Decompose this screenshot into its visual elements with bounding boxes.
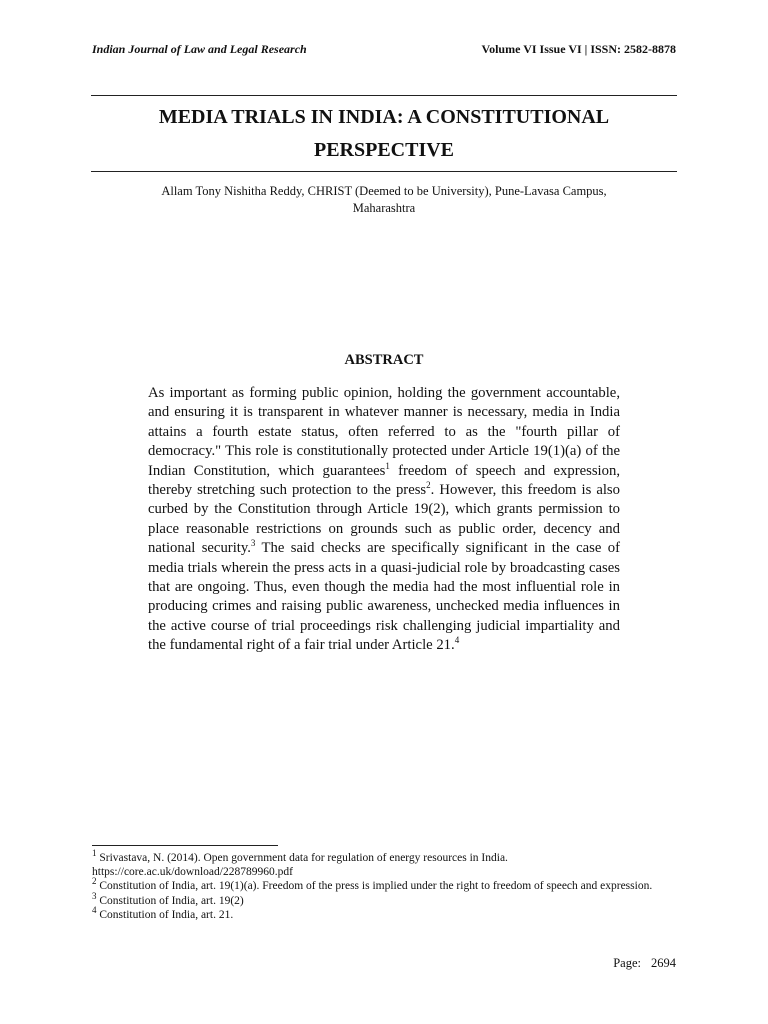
volume-issn: Volume VI Issue VI | ISSN: 2582-8878 [481,42,676,56]
footnote-ref-1[interactable]: 1 [385,460,390,471]
footnote-ref-4[interactable]: 4 [454,635,460,646]
footnote-1 [92,848,676,879]
abstract-body [148,384,620,656]
paper-title-line-2: PERSPECTIVE [313,139,455,161]
title-top-rule [91,95,677,96]
author-line-2: Maharashtra [352,201,416,215]
footnotes [92,848,676,922]
journal-name: Indian Journal of Law and Legal Research [92,42,307,56]
abstract-text-3: . However, this freedom is also curbed by the Constitution through Article 19(2), which grants permission to place reasonable restrictions on grounds such as public order, decency and national security. [148,482,620,557]
footnote-text: Constitution of India, art. 21. [96,908,234,921]
footnote-number: 3 [92,890,97,901]
footnote-separator [92,845,278,846]
page-label: Page: [613,956,641,970]
running-header [92,42,676,60]
footnote-4 [92,904,676,922]
abstract-text-4: The said checks are specifically significant in the case of media trials wherein the press acts in a quasi-judicial role by broadcasting cases that are ongoing. Thus, even though the media had the most influential role in producing crimes and raising public awareness, unchecked media influences in the active course of trial proceedings risk challenging judicial impartiality and the fundamental right of a fair trial under Article 21. [148,540,620,654]
page-value: 2694 [651,956,676,970]
footnote-text: Srivastava, N. (2014). Open government data for regulation of energy resources in India. [96,852,508,864]
author-affiliation [150,183,618,217]
title-bottom-rule [91,171,677,172]
footnote-text: Constitution of India, art. 19(2) [96,894,244,907]
footnote-text: Constitution of India, art. 19(1)(a). Freedom of the press is implied under the right to freedom of speech and expression. [96,880,653,893]
footnote-ref-2[interactable]: 2 [426,480,431,491]
page-number [613,956,676,971]
abstract-heading: ABSTRACT [344,352,424,368]
footnote-number: 2 [92,876,97,887]
footnote-ref-3[interactable]: 3 [250,538,256,549]
paper-title [92,101,676,167]
footnote-3 [92,890,676,908]
footnote-2 [92,876,676,893]
abstract-text-2: freedom of speech and expression, thereby stretching such protection to the press [148,462,620,499]
footnote-link[interactable]: https://core.ac.uk/download/228789960.pdf [92,866,293,879]
paper-title-line-1: MEDIA TRIALS IN INDIA: A CONSTITUTIONAL [158,106,610,128]
author-line-1: Allam Tony Nishitha Reddy, CHRIST (Deemed to be University), Pune-Lavasa Campus, [161,184,607,198]
abstract-text-1: As important as forming public opinion, holding the government accountable, and ensuring it is transparent in whatever manner is necessary, media in India attains a fourth estate status, often referred to as the "fourth pillar of democracy." This role is constitutionally protected under Article 19(1)(a) of the Indian Constitution, which guarantees [148,385,620,479]
footnote-number: 1 [92,848,97,859]
footnote-number: 4 [92,904,97,915]
